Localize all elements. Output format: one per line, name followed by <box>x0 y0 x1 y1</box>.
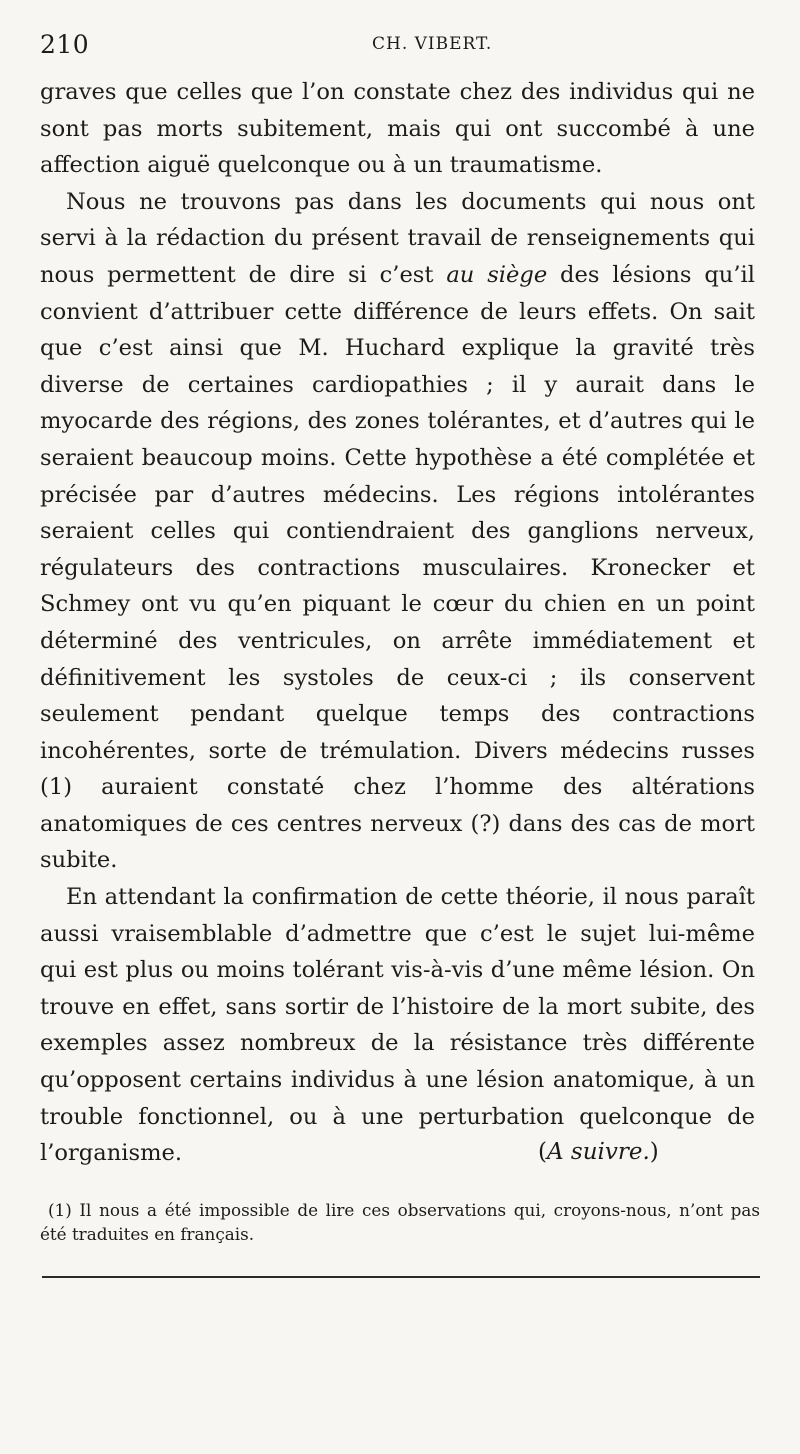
paragraph-text-after: des lésions qu’il convient d’attribuer cette différence de leurs effets. On sait que c’est ainsi que M. Huchard explique la gravité très diverse de certaines cardiopathies ; il y aurait dans le myocarde des régions, des zones tolérantes, et d’autres qui le seraient beaucoup moins. Cette hypothèse a été complétée et précisée par d’autres médecins. Les régions intolérantes seraient celles qui contiendraient des ganglions nerveux, régulateurs des contractions musculaires. Kronecker et Schmey ont vu qu’en piquant le cœur du chien en un point déterminé des ventricules, on arrête immédiatement et définitivement les systoles de ceux-ci ; ils conservent seulement pendant quelque temps des contractions incohérentes, sorte de trémulation. Divers médecins russes (1) auraient constaté chez l’homme des altérations anatomiques de ces centres nerveux (?) dans des cas de mort subite. <box>40 261 755 874</box>
to-continue-close: ) <box>649 1139 659 1165</box>
body-text <box>40 74 755 1172</box>
to-continue-text: A suivre. <box>546 1139 650 1165</box>
footnote-text: (1) Il nous a été impossible de lire ces observations qui, croyons-nous, n’ont pas été traduites en français. <box>40 1200 760 1244</box>
paragraph-continuation: graves que celles que l’on constate chez des individus qui ne sont pas morts subitement, mais qui ont succombé à une affection aiguë quelconque ou à un traumatisme. <box>40 79 755 179</box>
page-number: 210 <box>40 30 90 59</box>
paragraph-text-before: Nous ne trouvons pas dans les documents qui nous ont servi à la rédaction du présent travail de renseignements qui nous permettent de dire si c’est <box>40 188 755 288</box>
running-head: CH. VIBERT. <box>372 34 493 54</box>
footnote <box>40 1198 760 1246</box>
page-header <box>40 30 760 70</box>
paragraph-tolerance: En attendant la confirmation de cette théorie, il nous paraît aussi vraisemblable d’admettre que c’est le sujet lui-même qui est plus ou moins tolérant vis-à-vis d’une même lésion. On trouve en effet, sans sortir de l’histoire de la mort subite, des exemples assez nombreux de la résistance très différente qu’opposent certains individus à une lésion anatomique, à un trouble fonctionnel, ou à une perturbation quelconque de l’organisme. <box>40 884 755 1167</box>
paragraph-italic-phrase: au siège <box>446 261 548 288</box>
to-be-continued <box>538 1139 659 1165</box>
footer-rule <box>42 1276 760 1278</box>
to-continue-open: ( <box>538 1139 547 1165</box>
paragraph-lesion-seat <box>40 184 755 879</box>
